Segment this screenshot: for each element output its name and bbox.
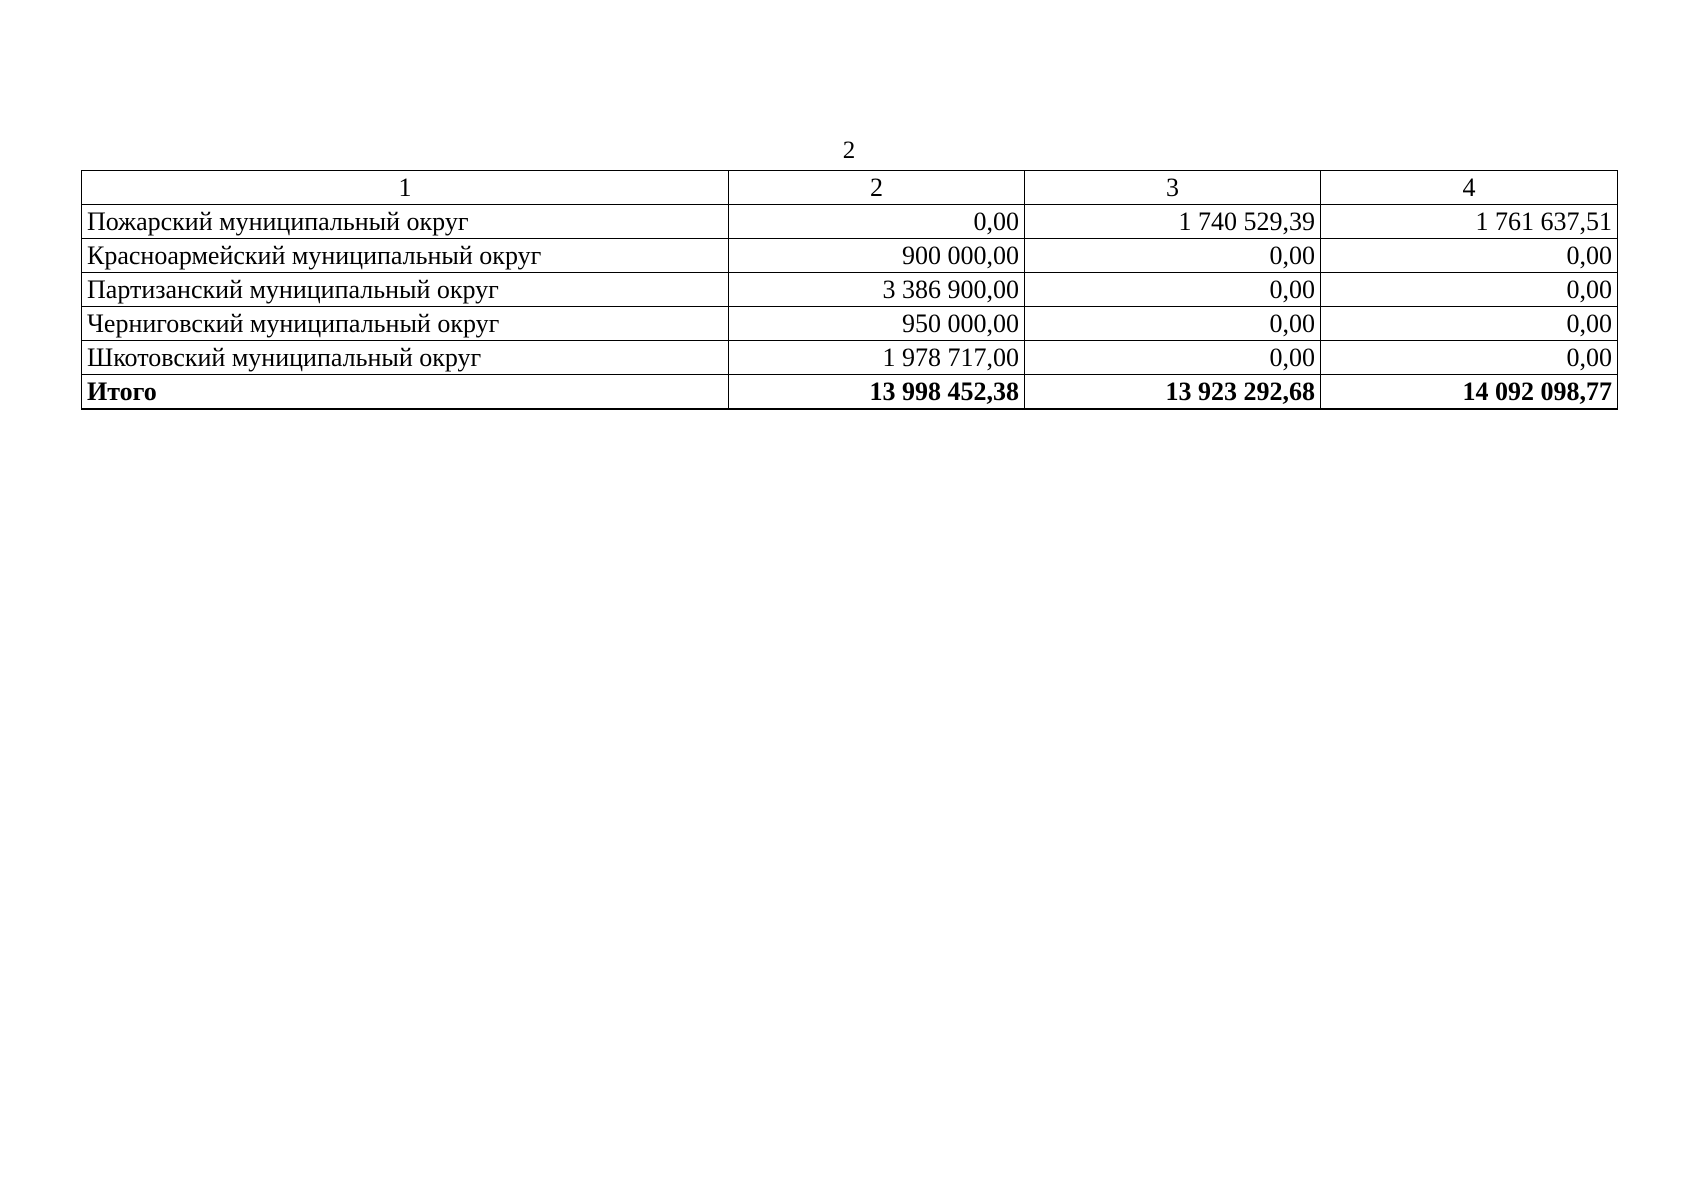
amount-col-3: 1 740 529,39	[1025, 205, 1321, 239]
amount-col-4: 0,00	[1321, 239, 1618, 273]
table-row	[82, 341, 1618, 375]
column-header-3: 3	[1025, 171, 1321, 205]
column-header-1: 1	[82, 171, 729, 205]
district-name: Черниговский муниципальный округ	[82, 307, 729, 341]
amount-col-4: 0,00	[1321, 273, 1618, 307]
table-row	[82, 307, 1618, 341]
table-row	[82, 205, 1618, 239]
amount-col-4: 1 761 637,51	[1321, 205, 1618, 239]
amount-col-3: 0,00	[1025, 307, 1321, 341]
amount-col-2: 900 000,00	[729, 239, 1025, 273]
column-header-2: 2	[729, 171, 1025, 205]
page-number: 2	[842, 137, 856, 164]
district-name: Партизанский муниципальный округ	[82, 273, 729, 307]
amount-col-2: 3 386 900,00	[729, 273, 1025, 307]
district-name: Пожарский муниципальный округ	[82, 205, 729, 239]
amount-col-4: 0,00	[1321, 307, 1618, 341]
column-header-4: 4	[1321, 171, 1618, 205]
amount-col-3: 0,00	[1025, 273, 1321, 307]
amount-col-3: 0,00	[1025, 239, 1321, 273]
table-row	[82, 239, 1618, 273]
amount-col-4: 0,00	[1321, 341, 1618, 375]
total-row	[82, 375, 1618, 410]
amount-col-2: 1 978 717,00	[729, 341, 1025, 375]
total-col-3: 13 923 292,68	[1025, 375, 1321, 410]
amount-col-2: 0,00	[729, 205, 1025, 239]
table-header-row	[82, 171, 1618, 205]
district-name: Красноармейский муниципальный округ	[82, 239, 729, 273]
table-row	[82, 273, 1618, 307]
district-name: Шкотовский муниципальный округ	[82, 341, 729, 375]
total-col-2: 13 998 452,38	[729, 375, 1025, 410]
total-label: Итого	[82, 375, 729, 410]
amount-col-2: 950 000,00	[729, 307, 1025, 341]
total-col-4: 14 092 098,77	[1321, 375, 1618, 410]
budget-table	[81, 170, 1618, 410]
amount-col-3: 0,00	[1025, 341, 1321, 375]
